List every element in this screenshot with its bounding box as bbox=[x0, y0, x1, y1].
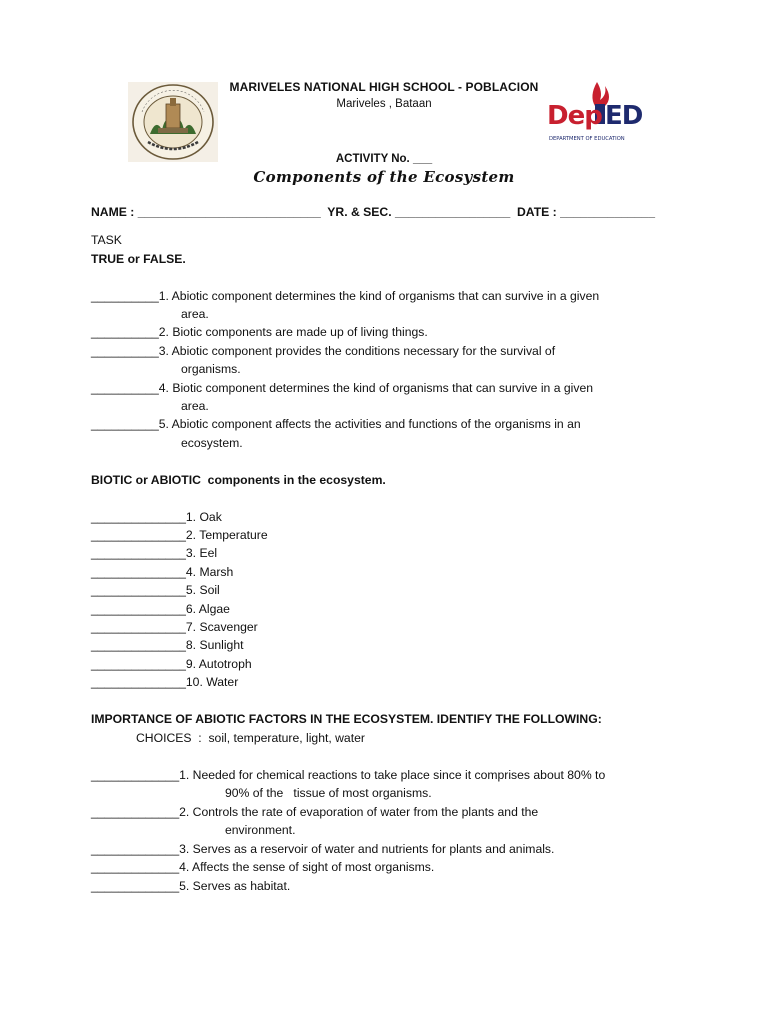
af-item-5: _____________5. Serves as habitat. bbox=[91, 879, 291, 893]
ba-item-6: ______________6. Algae bbox=[91, 602, 230, 616]
ba-item-8: ______________8. Sunlight bbox=[91, 638, 244, 652]
school-seal-logo bbox=[128, 82, 218, 162]
tf-item-5-cont: ecosystem. bbox=[181, 436, 243, 450]
svg-text:DEPARTMENT OF EDUCATION: DEPARTMENT OF EDUCATION bbox=[549, 136, 625, 142]
ba-item-4: ______________4. Marsh bbox=[91, 565, 234, 579]
tf-item-3: __________3. Abiotic component provides the conditions necessary for the survival of bbox=[91, 344, 556, 358]
ba-item-2: ______________2. Temperature bbox=[91, 528, 268, 542]
tf-item-3-cont: organisms. bbox=[181, 362, 241, 376]
ba-item-9: ______________9. Autotroph bbox=[91, 657, 252, 671]
activity-number: ACTIVITY No. ___ bbox=[335, 153, 433, 165]
tf-item-4: __________4. Biotic component determines the kind of organisms that can survive in a given bbox=[91, 381, 594, 395]
tf-item-1: __________1. Abiotic component determines the kind of organisms that can survive in a given bbox=[91, 289, 600, 303]
ba-item-7: ______________7. Scavenger bbox=[91, 620, 258, 634]
section2-heading: BIOTIC or ABIOTIC components in the ecosystem. bbox=[91, 473, 386, 487]
task-label: TASK bbox=[91, 233, 122, 247]
tf-item-1-cont: area. bbox=[181, 307, 209, 321]
svg-text:Dep: Dep bbox=[547, 101, 602, 131]
ba-item-3: ______________3. Eel bbox=[91, 546, 218, 560]
ba-item-1: ______________1. Oak bbox=[91, 510, 222, 524]
student-info-line: NAME : ___________________________ YR. & SEC. _________________ DATE : ______________ bbox=[91, 205, 655, 219]
tf-item-4-cont: area. bbox=[181, 399, 209, 413]
af-item-3: _____________3. Serves as a reservoir of water and nutrients for plants and animals. bbox=[91, 842, 555, 856]
tf-item-5: __________5. Abiotic component affects the activities and functions of the organisms in an bbox=[91, 417, 581, 431]
af-item-1-cont: 90% of the tissue of most organisms. bbox=[225, 786, 432, 800]
af-item-2: _____________2. Controls the rate of evaporation of water from the plants and the bbox=[91, 805, 539, 819]
ba-item-10: ______________10. Water bbox=[91, 675, 239, 689]
section1-heading: TRUE or FALSE. bbox=[91, 252, 186, 266]
af-item-4: _____________4. Affects the sense of sight of most organisms. bbox=[91, 860, 435, 874]
af-item-1: _____________1. Needed for chemical reactions to take place since it comprises about 80% to bbox=[91, 768, 606, 782]
af-item-2-cont: environment. bbox=[225, 823, 296, 837]
school-name: MARIVELES NATIONAL HIGH SCHOOL - POBLACION bbox=[229, 80, 539, 94]
svg-text:ED: ED bbox=[605, 101, 643, 131]
school-town: Mariveles , Bataan bbox=[336, 98, 432, 110]
ba-item-5: ______________5. Soil bbox=[91, 583, 220, 597]
tf-item-2: __________2. Biotic components are made up of living things. bbox=[91, 325, 428, 339]
section3-heading: IMPORTANCE OF ABIOTIC FACTORS IN THE ECOSYSTEM. IDENTIFY THE FOLLOWING: bbox=[91, 712, 602, 726]
worksheet-title: Components of the Ecosystem bbox=[253, 168, 515, 186]
section3-choices: CHOICES : soil, temperature, light, water bbox=[136, 731, 365, 745]
